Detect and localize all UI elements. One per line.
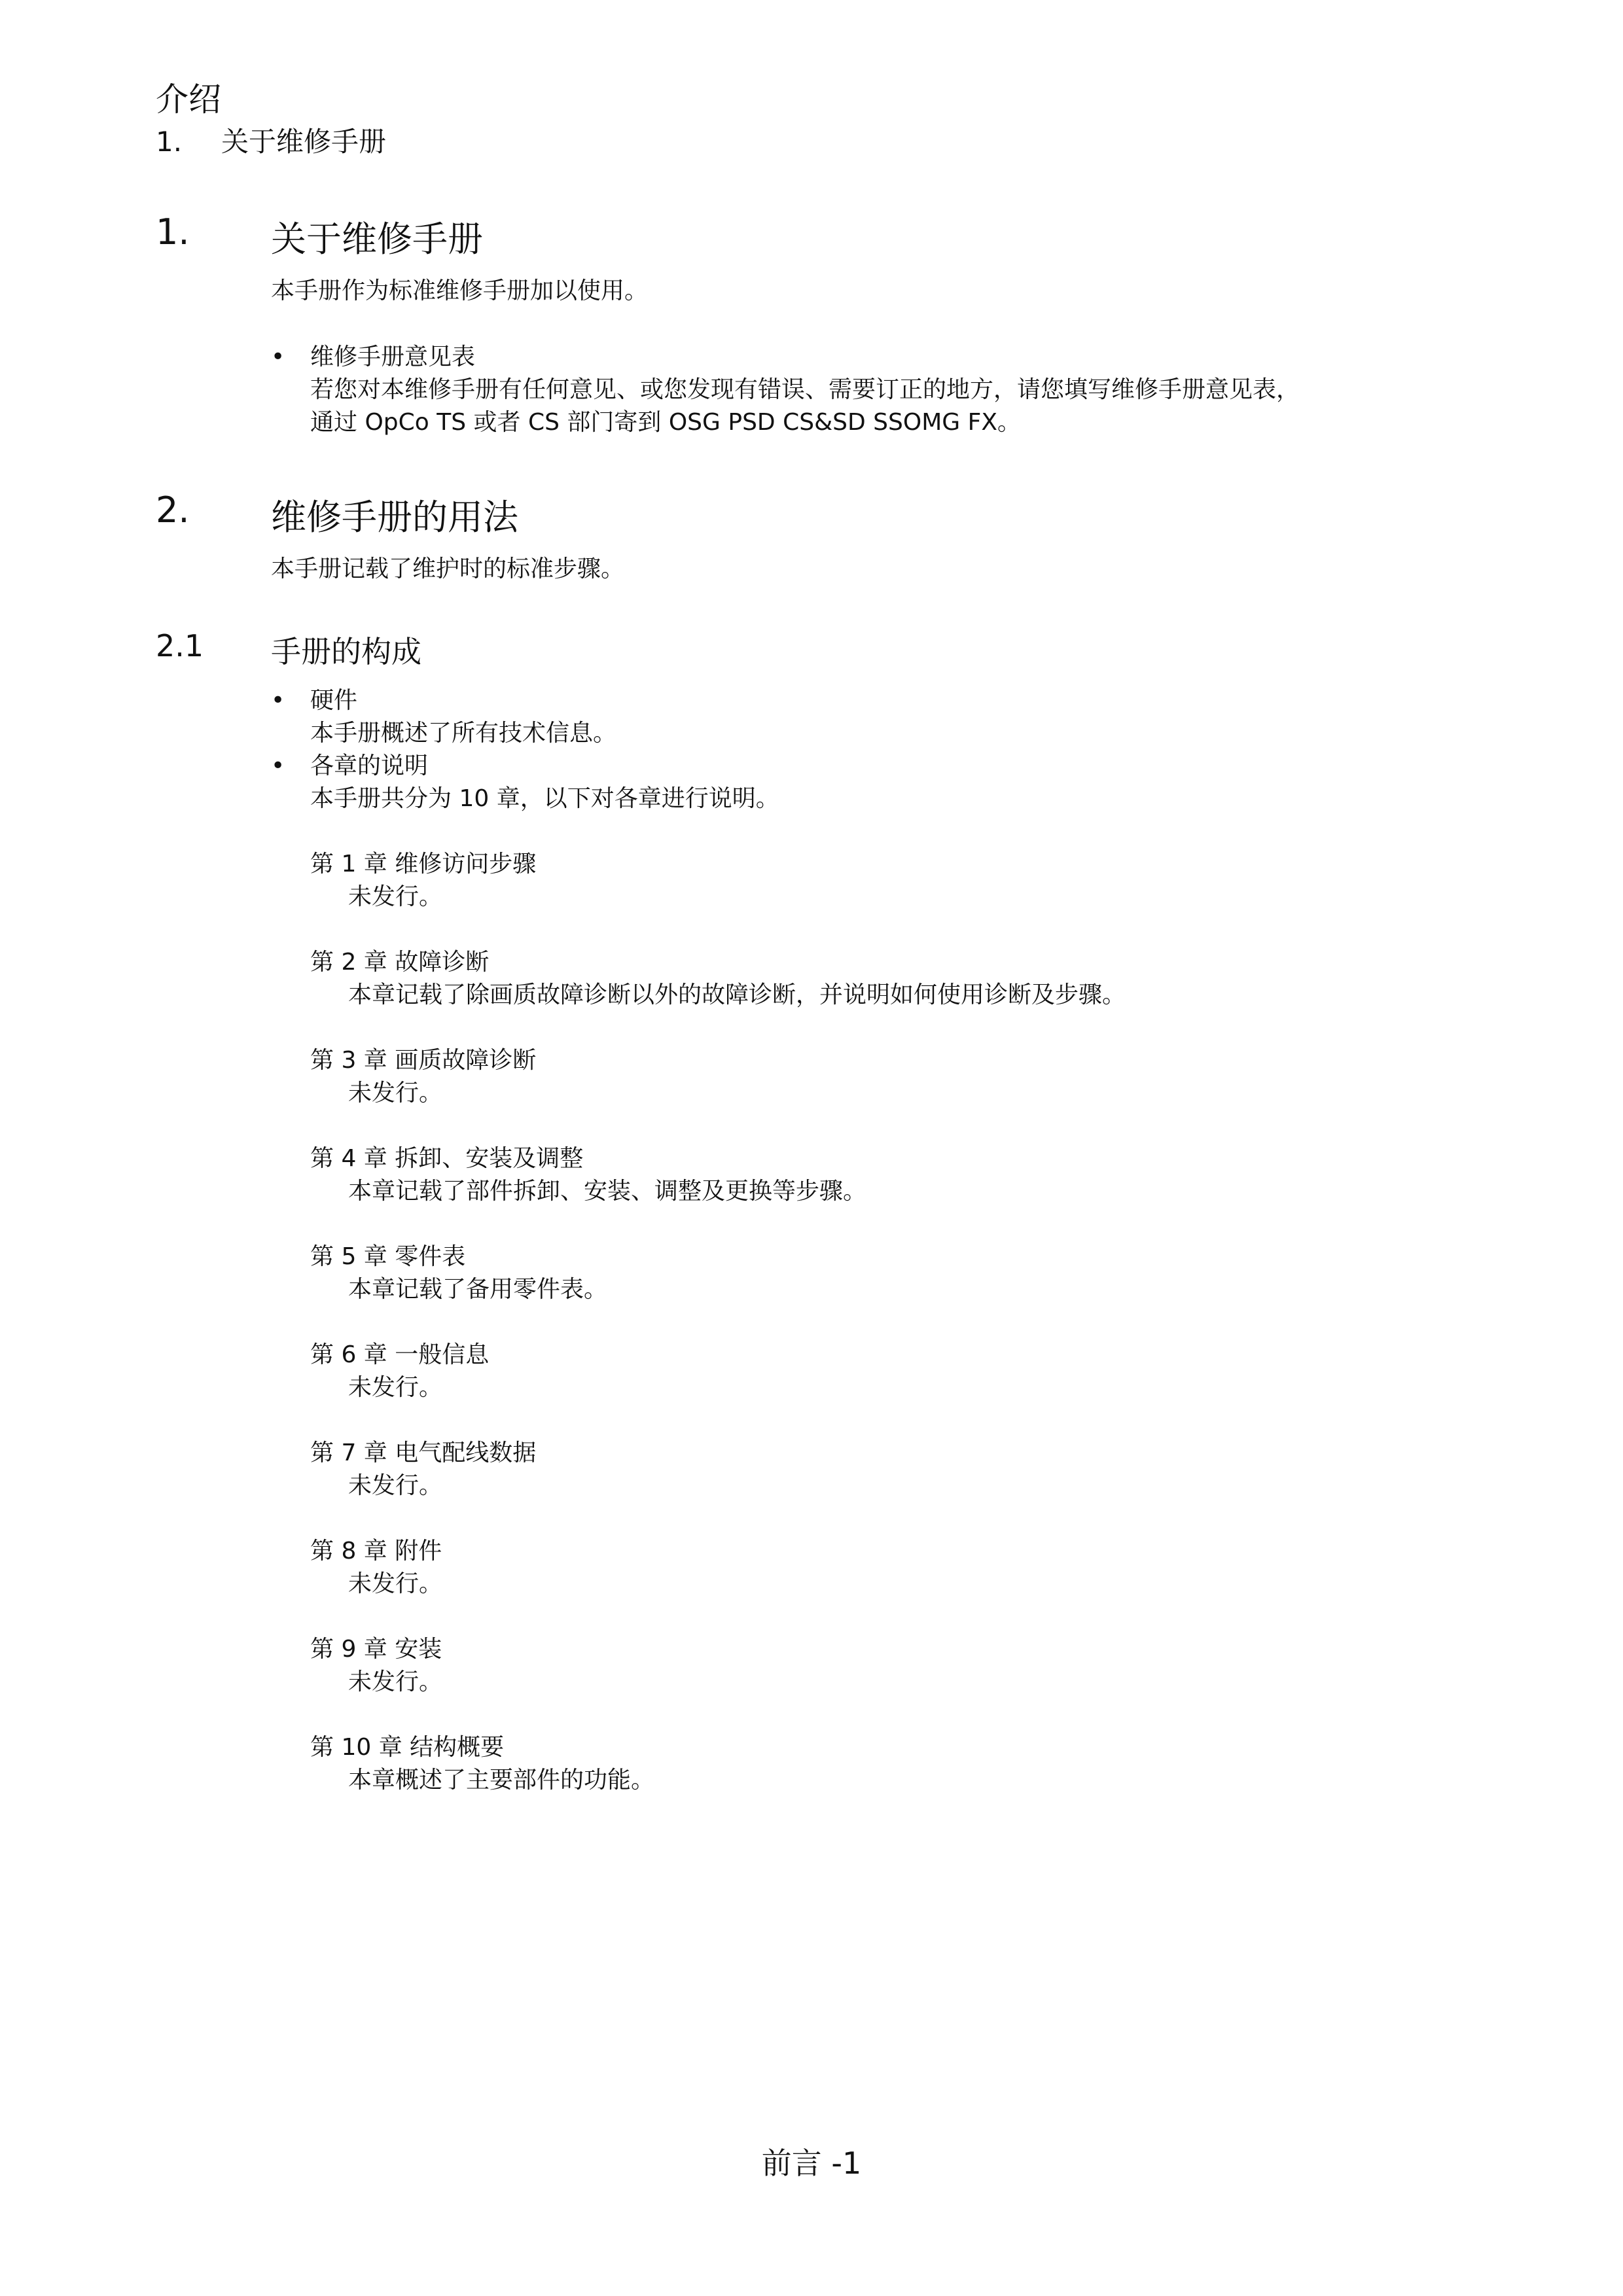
bullet-dot-icon: • xyxy=(271,344,285,370)
chapter-title: 第 6 章 一般信息 xyxy=(310,1341,490,1368)
chapter-title: 第 4 章 拆卸、安装及调整 xyxy=(310,1145,584,1172)
chapter-desc: 未发行。 xyxy=(348,1472,443,1499)
running-header-text: 关于维修手册 xyxy=(221,126,387,158)
chapter-item xyxy=(310,946,1126,1012)
running-header-subtitle xyxy=(156,120,386,160)
chapter-title: 第 10 章 结构概要 xyxy=(310,1734,505,1761)
chapters-bullet-text: 本手册共分为 10 章，以下对各章进行说明。 xyxy=(310,785,779,812)
chapter-item xyxy=(310,1535,442,1600)
chapter-desc: 未发行。 xyxy=(348,883,443,910)
chapter-desc: 本章记载了备用零件表。 xyxy=(348,1276,608,1303)
section-2-number: 2. xyxy=(156,489,190,531)
chapter-desc: 未发行。 xyxy=(348,1570,443,1597)
section-1-number: 1. xyxy=(156,211,190,253)
section-1-title: 关于维修手册 xyxy=(271,219,483,260)
chapter-title: 第 2 章 故障诊断 xyxy=(310,949,490,976)
chapter-desc: 未发行。 xyxy=(348,1080,443,1106)
chapter-title: 第 5 章 零件表 xyxy=(310,1243,466,1270)
chapter-item xyxy=(310,1339,489,1404)
feedback-bullet xyxy=(271,341,1514,446)
chapter-desc: 本章概述了主要部件的功能。 xyxy=(348,1767,655,1793)
chapter-desc: 未发行。 xyxy=(348,1669,443,1695)
chapter-item xyxy=(310,1044,536,1110)
feedback-bullet-line-1: 若您对本维修手册有任何意见、或您发现有错误、需要订正的地方，请您填写维修手册意见表， xyxy=(310,376,1300,403)
bullet-dot-icon: • xyxy=(271,687,285,714)
hardware-bullet-text: 本手册概述了所有技术信息。 xyxy=(310,720,617,747)
section-2-intro: 本手册记载了维护时的标准步骤。 xyxy=(271,556,625,582)
section-2-1-title: 手册的构成 xyxy=(271,634,421,669)
chapter-title: 第 1 章 维修访问步骤 xyxy=(310,851,537,877)
running-header-title: 介绍 xyxy=(156,80,221,118)
chapter-desc: 本章记载了除画质故障诊断以外的故障诊断，并说明如何使用诊断及步骤。 xyxy=(348,981,1126,1008)
chapter-item xyxy=(310,1142,866,1208)
chapter-item xyxy=(310,1633,442,1699)
page-number: 前言 -1 xyxy=(761,2146,862,2181)
bullet-dot-icon: • xyxy=(271,752,285,779)
chapter-item xyxy=(310,1731,654,1797)
chapter-item xyxy=(310,1437,536,1502)
chapter-item xyxy=(310,1241,607,1306)
section-2-1-number: 2.1 xyxy=(156,628,204,663)
chapter-title: 第 3 章 画质故障诊断 xyxy=(310,1047,537,1074)
section-1-intro: 本手册作为标准维修手册加以使用。 xyxy=(271,277,649,304)
chapter-title: 第 8 章 附件 xyxy=(310,1538,442,1564)
feedback-bullet-label: 维修手册意见表 xyxy=(310,344,476,370)
chapter-title: 第 9 章 安装 xyxy=(310,1636,442,1663)
running-header-number: 1. xyxy=(156,126,183,158)
hardware-bullet-label: 硬件 xyxy=(310,687,358,714)
chapter-desc: 未发行。 xyxy=(348,1374,443,1401)
chapter-desc: 本章记载了部件拆卸、安装、调整及更换等步骤。 xyxy=(348,1178,867,1205)
feedback-bullet-line-2: 通过 OpCo TS 或者 CS 部门寄到 OSG PSD CS&SD SSOMG FX。 xyxy=(310,409,1021,436)
hardware-bullet xyxy=(271,684,1514,750)
chapters-bullet-label: 各章的说明 xyxy=(310,752,429,779)
section-2-title: 维修手册的用法 xyxy=(271,497,518,538)
chapters-bullet xyxy=(271,750,1514,815)
chapter-item xyxy=(310,848,536,913)
chapter-title: 第 7 章 电气配线数据 xyxy=(310,1439,537,1466)
